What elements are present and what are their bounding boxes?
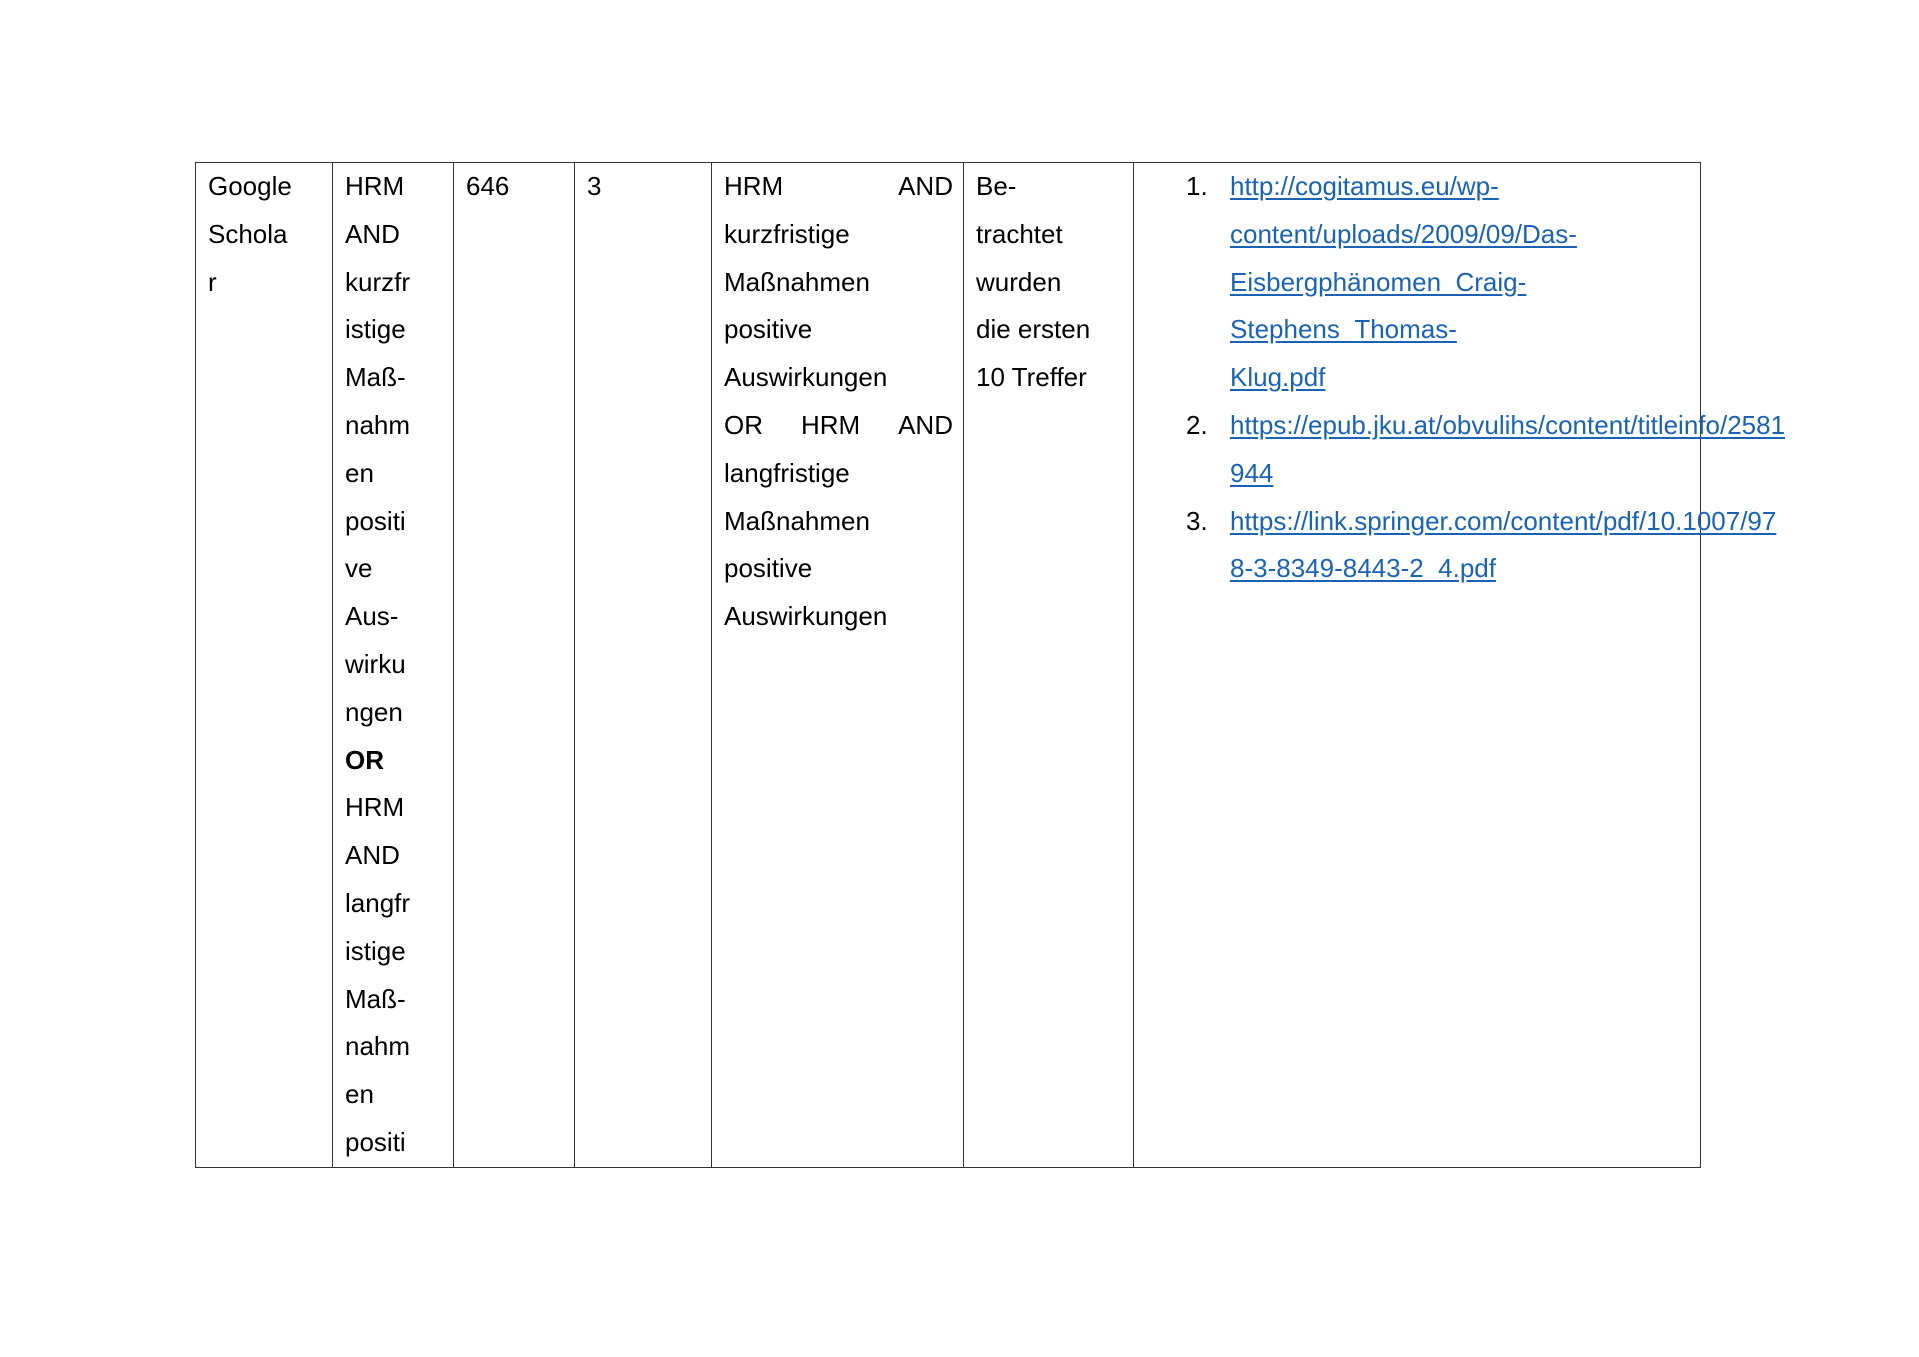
link-text: http://cogitamus.eu/wp- xyxy=(1230,171,1499,201)
link-cogitamus[interactable] xyxy=(1230,163,1690,402)
list-item xyxy=(1186,163,1690,402)
search-term-word: wirku xyxy=(345,648,406,679)
query-line xyxy=(724,402,953,450)
link-springer[interactable] xyxy=(1230,498,1777,594)
note-cell xyxy=(964,163,1134,1168)
search-term-word: HRM xyxy=(345,792,405,823)
link-list xyxy=(1146,163,1786,593)
note-text: wurden xyxy=(976,266,1062,297)
database-text: Google xyxy=(208,171,292,201)
search-term-word: AND xyxy=(345,218,400,249)
query-cell xyxy=(712,163,964,1168)
query-line: Auswirkungen xyxy=(724,362,888,393)
note-text: 10 Treffer xyxy=(976,362,1087,393)
search-term-word: ve xyxy=(345,553,373,584)
link-epub-jku[interactable] xyxy=(1230,402,1786,498)
query-line: positive xyxy=(724,553,813,584)
database-text: Schola xyxy=(208,218,288,249)
search-term-word: Maß- xyxy=(345,362,406,393)
literature-search-table xyxy=(195,162,1786,1168)
links-cell xyxy=(1134,163,1786,1168)
list-item xyxy=(1186,402,1786,498)
query-line: langfristige xyxy=(724,457,850,488)
search-term-word: nahm xyxy=(345,1031,411,1062)
search-term-word: kurzfr xyxy=(345,266,410,297)
list-number: 2. xyxy=(1186,409,1208,440)
link-text: 944 xyxy=(1230,457,1274,488)
search-term-operator: OR xyxy=(345,744,384,775)
query-word: HRM xyxy=(800,409,861,440)
link-text: https://epub.jku.at/obvulihs/content/titleinfo/2581 xyxy=(1230,409,1786,440)
search-term-word: nahm xyxy=(345,409,411,440)
note-text: Be- xyxy=(976,171,1017,201)
search-terms-cell xyxy=(333,163,454,1168)
note-text: trachtet xyxy=(976,218,1063,249)
query-line: kurzfristige xyxy=(724,218,850,249)
link-text: Eisbergphänomen_Craig-Stephens_Thomas- xyxy=(1230,266,1527,345)
query-line: Maßnahmen xyxy=(724,505,870,536)
query-line: positive xyxy=(724,314,813,345)
list-number: 1. xyxy=(1186,171,1208,201)
search-term-word: Aus- xyxy=(345,601,399,632)
relevant-cell xyxy=(575,163,712,1168)
link-text: https://link.springer.com/content/pdf/10.1007/97 xyxy=(1230,505,1777,536)
search-term-word: ngen xyxy=(345,696,403,727)
link-text: Klug.pdf xyxy=(1230,362,1326,393)
note-text: die ersten xyxy=(976,314,1091,345)
search-term-word: langfr xyxy=(345,887,411,918)
query-word: AND xyxy=(898,171,953,201)
database-text: r xyxy=(208,266,217,297)
relevant-count: 3 xyxy=(587,171,602,201)
query-line: Maßnahmen xyxy=(724,266,870,297)
list-number: 3. xyxy=(1186,505,1208,536)
search-term-word: positi xyxy=(345,1126,406,1157)
query-word: HRM xyxy=(724,171,784,201)
hits-cell xyxy=(454,163,575,1168)
search-term-word: Maß- xyxy=(345,983,406,1014)
hits-count: 646 xyxy=(466,171,510,201)
query-line xyxy=(724,163,953,211)
search-term-word: istige xyxy=(345,935,406,966)
list-item xyxy=(1186,498,1777,594)
search-term-word: en xyxy=(345,1079,374,1110)
search-term-word: AND xyxy=(345,840,400,871)
link-text: 8-3-8349-8443-2_4.pdf xyxy=(1230,553,1496,584)
search-term-word: HRM xyxy=(345,171,405,201)
search-term-word: positi xyxy=(345,505,406,536)
query-line: Auswirkungen xyxy=(724,601,888,632)
database-cell xyxy=(196,163,333,1168)
query-word: OR xyxy=(724,409,763,440)
link-text: content/uploads/2009/09/Das- xyxy=(1230,218,1577,249)
search-term-word: en xyxy=(345,457,374,488)
query-word: AND xyxy=(898,409,953,440)
search-term-word: istige xyxy=(345,314,406,345)
table-row xyxy=(196,163,1701,1168)
